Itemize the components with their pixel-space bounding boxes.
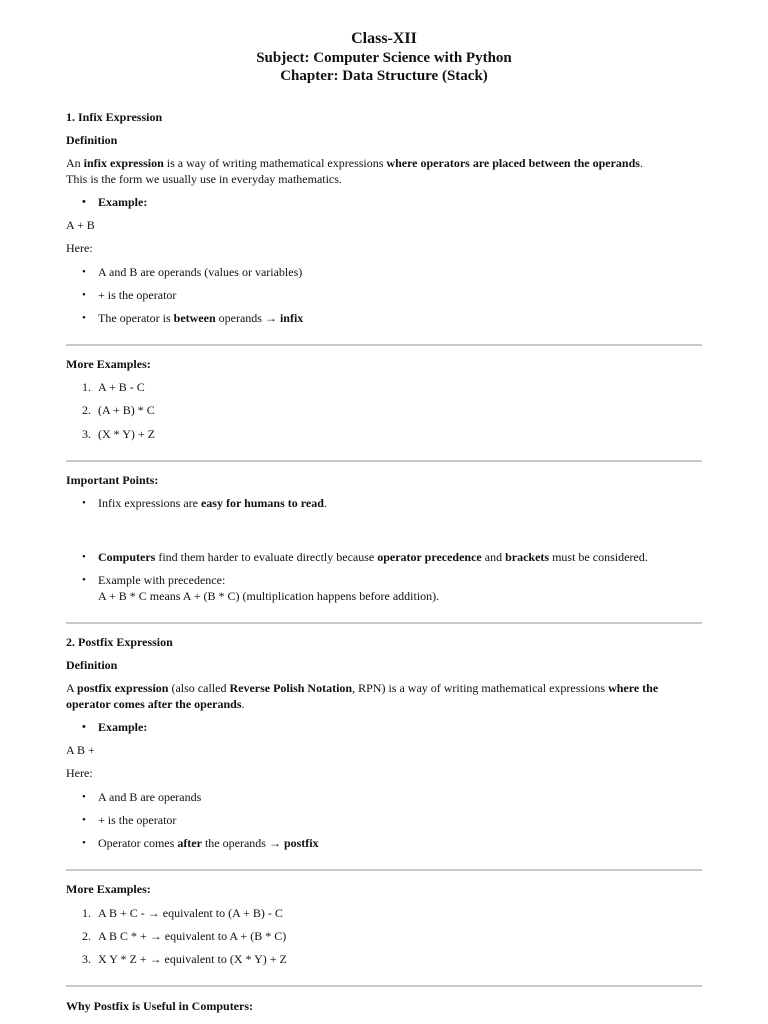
text-run-bold: where operators are placed between the operands bbox=[386, 156, 640, 170]
divider bbox=[66, 869, 702, 871]
infix-heading: 1. Infix Expression bbox=[66, 110, 163, 124]
infix-point-between bbox=[98, 310, 303, 326]
text-run: Operator comes bbox=[98, 836, 178, 850]
list-item-text: A + B - C bbox=[98, 380, 145, 394]
text-run-bold: Computers bbox=[98, 550, 156, 564]
list-item bbox=[82, 426, 155, 442]
list-item-text: A B + C - → equivalent to (A + B) - C bbox=[98, 906, 283, 920]
page-title-chapter: Chapter: Data Structure (Stack) bbox=[280, 68, 488, 84]
list-number: 2. bbox=[82, 403, 91, 417]
text-run: A bbox=[66, 681, 78, 695]
postfix-point-after bbox=[98, 835, 319, 851]
list-item-text: X Y * Z + → equivalent to (X * Y) + Z bbox=[98, 952, 287, 966]
list-item-text: A B C * + → equivalent to A + (B * C) bbox=[98, 929, 287, 943]
list-number: 3. bbox=[82, 427, 91, 441]
text-run: . bbox=[241, 697, 245, 711]
page-title-subject: Subject: Computer Science with Python bbox=[256, 50, 512, 66]
text-run: . bbox=[639, 156, 643, 170]
infix-important-point-2 bbox=[98, 549, 648, 565]
text-run: The operator is bbox=[98, 311, 174, 325]
text-run-bold: infix bbox=[279, 311, 304, 325]
infix-point-operands: • A and B are operands (values or variables) bbox=[98, 264, 302, 280]
text-line: A + B * C means A + (B * C) (multiplication happens before addition). bbox=[98, 589, 440, 603]
list-number: 3. bbox=[82, 952, 91, 966]
infix-important-point-1 bbox=[98, 495, 327, 511]
text-run-bold: postfix expression bbox=[77, 681, 169, 695]
text-run-bold: infix expression bbox=[83, 156, 164, 170]
postfix-here-label: Here: bbox=[66, 766, 93, 780]
divider bbox=[66, 344, 702, 346]
infix-point-operator: • + is the operator bbox=[98, 287, 176, 303]
divider bbox=[66, 622, 702, 624]
text-run: , RPN) is a way of writing mathematical expressions bbox=[352, 681, 609, 695]
list-item bbox=[82, 379, 145, 395]
infix-definition-label: Definition bbox=[66, 133, 118, 147]
postfix-example-label: • Example: bbox=[98, 719, 147, 735]
text-run-bold: brackets bbox=[505, 550, 550, 564]
postfix-example-expression: A B + bbox=[66, 743, 95, 757]
list-number: 2. bbox=[82, 929, 91, 943]
text-run-bold: between bbox=[173, 311, 216, 325]
postfix-why-useful-label: Why Postfix is Useful in Computers: bbox=[66, 999, 254, 1013]
text-run-bold: where the bbox=[608, 681, 659, 695]
page-title-class: Class-XII bbox=[351, 30, 417, 47]
text-run-bold: after bbox=[177, 836, 202, 850]
postfix-heading: 2. Postfix Expression bbox=[66, 635, 173, 649]
text-run: is a way of writing mathematical expressions bbox=[163, 156, 387, 170]
postfix-more-examples-label: More Examples: bbox=[66, 882, 151, 896]
text-line: • Example with precedence: bbox=[98, 573, 226, 587]
divider bbox=[66, 985, 702, 987]
infix-example-expression: A + B bbox=[66, 218, 95, 232]
text-run-bold: easy for humans to read bbox=[200, 496, 324, 510]
text-run: find them harder to evaluate directly because bbox=[155, 550, 378, 564]
list-number: 1. bbox=[82, 906, 91, 920]
infix-definition-line2: This is the form we usually use in everyday mathematics. bbox=[66, 172, 342, 186]
list-item-text: (X * Y) + Z bbox=[98, 427, 155, 441]
infix-important-label: Important Points: bbox=[66, 473, 159, 487]
text-run: An bbox=[66, 156, 84, 170]
postfix-definition-label: Definition bbox=[66, 658, 118, 672]
infix-definition-line1 bbox=[66, 155, 643, 171]
text-run: and bbox=[481, 550, 506, 564]
text-run-bold: Reverse Polish Notation bbox=[229, 681, 353, 695]
list-item bbox=[82, 951, 287, 967]
list-number: 1. bbox=[82, 380, 91, 394]
postfix-definition-line2 bbox=[66, 696, 245, 712]
text-run-bold: operator precedence bbox=[377, 550, 482, 564]
list-item-text: (A + B) * C bbox=[98, 403, 155, 417]
text-run: Infix expressions are bbox=[98, 496, 201, 510]
divider bbox=[66, 460, 702, 462]
text-run: must be considered. bbox=[549, 550, 648, 564]
infix-more-examples-label: More Examples: bbox=[66, 357, 151, 371]
text-run: the operands → bbox=[201, 836, 284, 850]
list-item bbox=[82, 928, 286, 944]
postfix-point-operator: • + is the operator bbox=[98, 812, 176, 828]
infix-important-point-3 bbox=[98, 572, 439, 604]
postfix-definition-line1 bbox=[66, 680, 658, 696]
list-item bbox=[82, 402, 155, 418]
infix-example-label: • Example: bbox=[98, 194, 147, 210]
postfix-point-operands: • A and B are operands bbox=[98, 789, 201, 805]
text-run-bold: operator comes after the operands bbox=[66, 697, 242, 711]
list-item bbox=[82, 905, 283, 921]
text-run: (also called bbox=[168, 681, 230, 695]
text-run: operands → bbox=[215, 311, 280, 325]
infix-here-label: Here: bbox=[66, 241, 93, 255]
text-run: . bbox=[323, 496, 327, 510]
text-run-bold: postfix bbox=[283, 836, 319, 850]
